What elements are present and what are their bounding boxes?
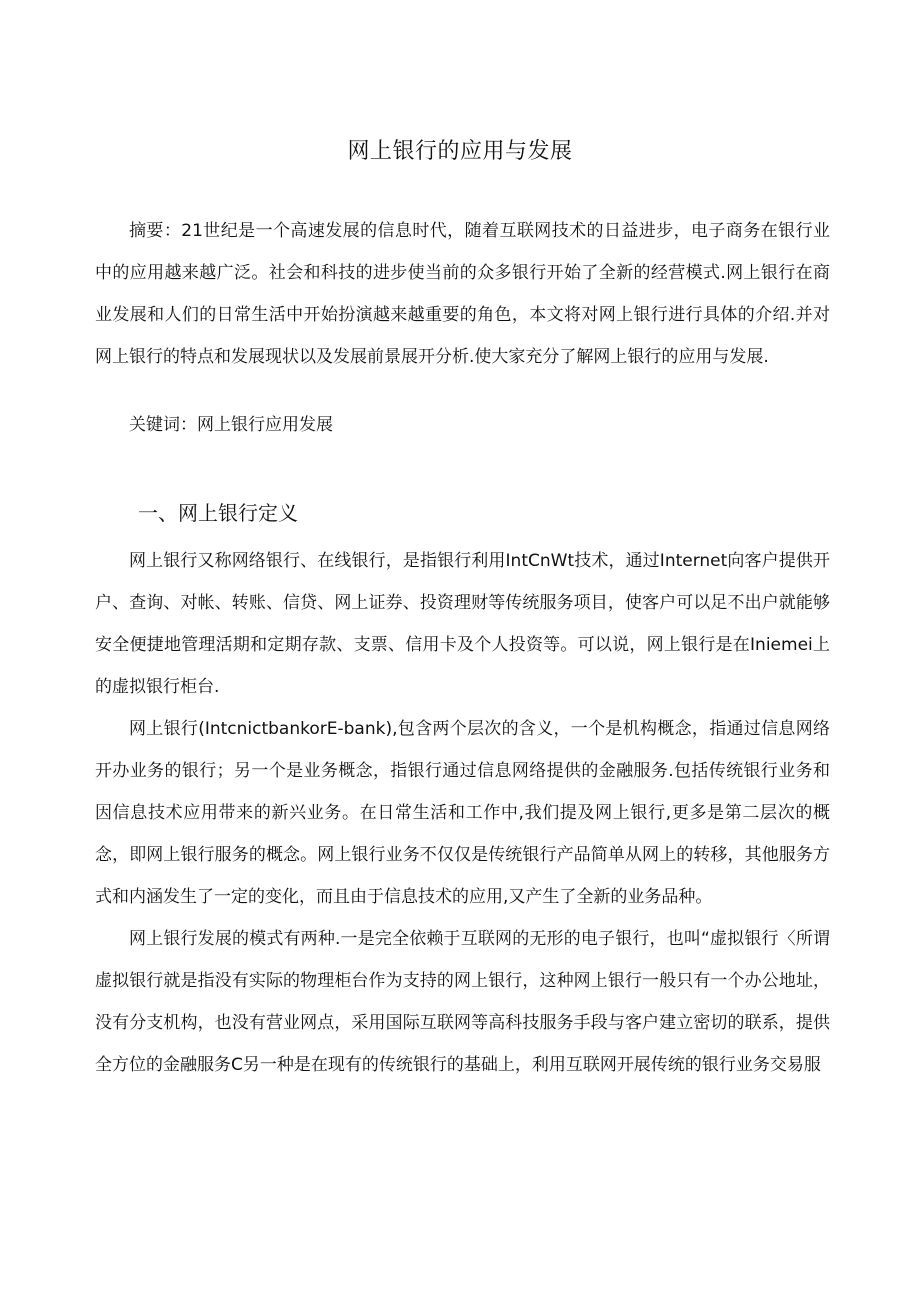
abstract-paragraph: 摘要：21世纪是一个高速发展的信息时代，随着互联网技术的日益进步，电子商务在银行业中的应用越来越广泛。社会和科技的进步使当前的众多银行开始了全新的经营模式.网上银行在商业发展和人们的日常生活中开始扮演越来越重要的角色，本文将对网上银行进行具体的介绍.并对网上银行的特点和发展现状以及发展前景展开分析.使大家充分了解网上银行的应用与发展. [95,221,830,367]
abstract-block [95,210,830,378]
paragraph: 网上银行又称网络银行、在线银行，是指银行利用IntCnWt技术，通过Internet向客户提供开户、查询、对帐、转账、信贷、网上证券、投资理财等传统服务项目，使客户可以足不出户就能够安全便捷地管理活期和定期存款、支票、信用卡及个人投资等。可以说，网上银行是在Iniemei上的虚拟银行柜台. [95,551,830,697]
keywords-line: 关键词：网上银行应用发展 [129,415,333,435]
section-heading: 一、网上银行定义 [138,501,298,525]
document-title: 网上银行的应用与发展 [347,139,573,164]
section-body [95,540,830,1086]
paragraph: 网上银行(IntcnictbankorE-bank),包含两个层次的含义，一个是机构概念，指通过信息网络开办业务的银行；另一个是业务概念，指银行通过信息网络提供的金融服务.包括传统银行业务和因信息技术应用带来的新兴业务。在日常生活和工作中,我们提及网上银行,更多是第二层次的概念，即网上银行服务的概念。网上银行业务不仅仅是传统银行产品简单从网上的转移，其他服务方式和内涵发生了一定的变化，而且由于信息技术的应用,又产生了全新的业务品种。 [95,719,830,907]
keywords-block [95,404,830,446]
paragraph: 网上银行发展的模式有两种.一是完全依赖于互联网的无形的电子银行，也叫“虚拟银行〈所谓虚拟银行就是指没有实际的物理柜台作为支持的网上银行，这种网上银行一般只有一个办公地址，没有分支机构，也没有营业网点，采用国际互联网等高科技服务手段与客户建立密切的联系，提供全方位的金融服务C另一种是在现有的传统银行的基础上，利用互联网开展传统的银行业务交易服 [95,929,830,1075]
